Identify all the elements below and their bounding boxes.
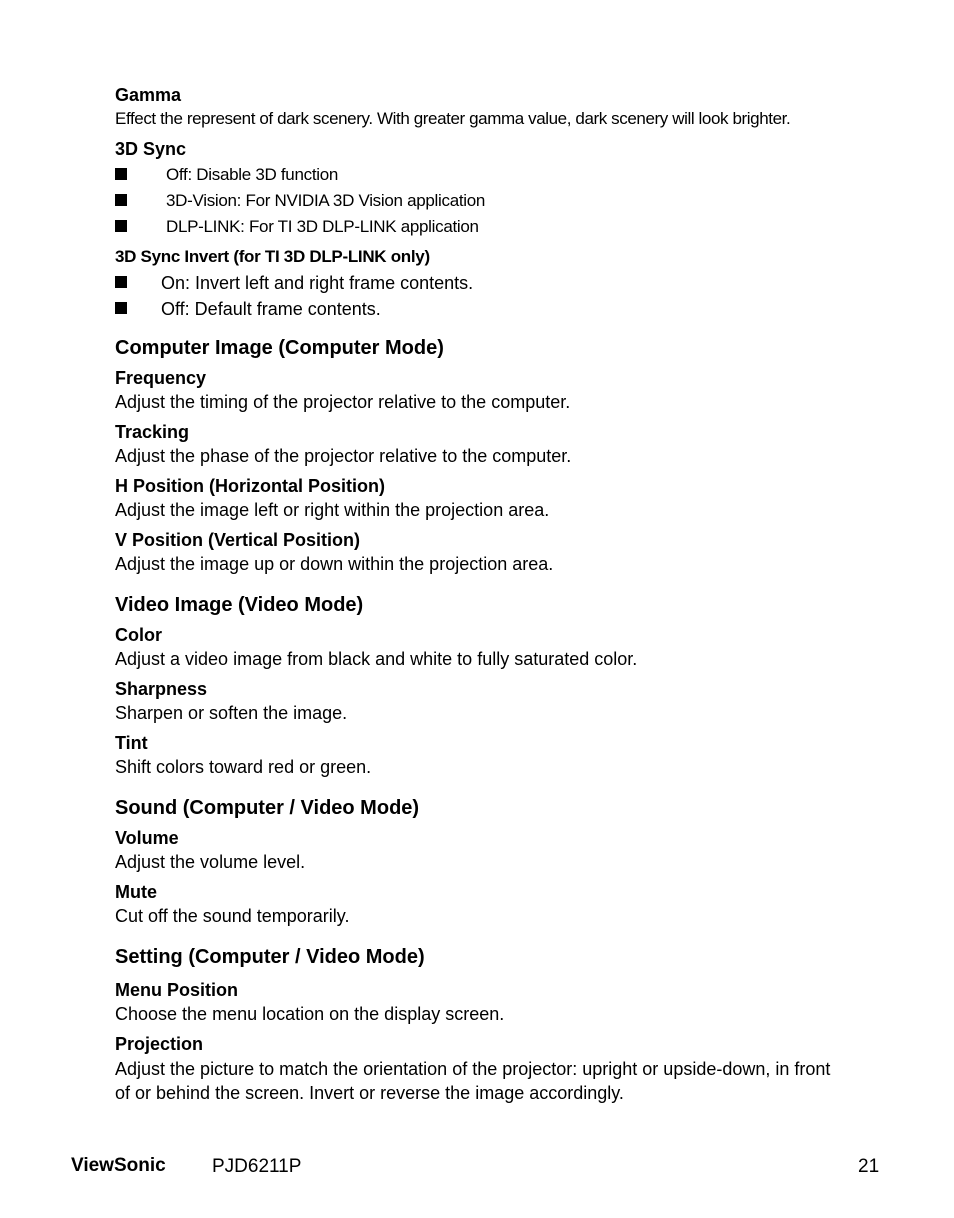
sync3d-title: 3D Sync [115, 139, 187, 159]
tint-desc: Shift colors toward red or green. [115, 757, 372, 777]
list-item: 3D-Vision: For NVIDIA 3D Vision application [115, 190, 835, 212]
bullet-square-icon [115, 302, 127, 314]
gamma-title: Gamma [115, 85, 182, 105]
frequency-desc: Adjust the timing of the projector relative to the computer. [115, 392, 571, 412]
sync3d-invert-title: 3D Sync Invert (for TI 3D DLP-LINK only) [115, 247, 430, 266]
color-title: Color [115, 625, 162, 645]
page-content [115, 84, 835, 1105]
list-item: Off: Disable 3D function [115, 164, 835, 186]
section-title-computer-image: Computer Image (Computer Mode) [115, 337, 444, 359]
tint-title: Tint [115, 733, 148, 753]
page-number: 21 [858, 1156, 880, 1177]
volume-title: Volume [115, 828, 179, 848]
mute-title: Mute [115, 882, 157, 902]
list-item: DLP-LINK: For TI 3D DLP-LINK application [115, 216, 835, 238]
bullet-square-icon [115, 168, 127, 180]
bullet-square-icon [115, 194, 127, 206]
tracking-desc: Adjust the phase of the projector relative to the computer. [115, 446, 572, 466]
bullet-square-icon [115, 276, 127, 288]
brand-name: ViewSonic [71, 1155, 166, 1176]
model-name: PJD6211P [212, 1156, 302, 1177]
color-desc: Adjust a video image from black and white to fully saturated color. [115, 649, 638, 669]
h-position-desc: Adjust the image left or right within the projection area. [115, 500, 550, 520]
menu-position-title: Menu Position [115, 980, 238, 1000]
frequency-title: Frequency [115, 368, 207, 388]
section-title-setting: Setting (Computer / Video Mode) [115, 946, 425, 968]
tracking-title: Tracking [115, 422, 190, 442]
section-title-sound: Sound (Computer / Video Mode) [115, 797, 420, 819]
gamma-desc: Effect the represent of dark scenery. With greater gamma value, dark scenery will look brighter. [115, 109, 791, 128]
sharpness-desc: Sharpen or soften the image. [115, 703, 348, 723]
list-item: On: Invert left and right frame contents. [115, 272, 835, 294]
section-title-video-image: Video Image (Video Mode) [115, 594, 364, 616]
volume-desc: Adjust the volume level. [115, 852, 306, 872]
page-footer [0, 1155, 954, 1181]
sharpness-title: Sharpness [115, 679, 208, 699]
v-position-desc: Adjust the image up or down within the projection area. [115, 554, 554, 574]
bullet-square-icon [115, 220, 127, 232]
mute-desc: Cut off the sound temporarily. [115, 906, 350, 926]
projection-desc: Adjust the picture to match the orientation of the projector: upright or upside-down, in front of or behind the screen. Invert or reverse the image accordingly. [115, 1059, 831, 1103]
list-item: Off: Default frame contents. [115, 298, 835, 320]
menu-position-desc: Choose the menu location on the display screen. [115, 1004, 505, 1024]
h-position-title: H Position (Horizontal Position) [115, 476, 385, 496]
v-position-title: V Position (Vertical Position) [115, 530, 361, 550]
projection-title: Projection [115, 1034, 204, 1054]
